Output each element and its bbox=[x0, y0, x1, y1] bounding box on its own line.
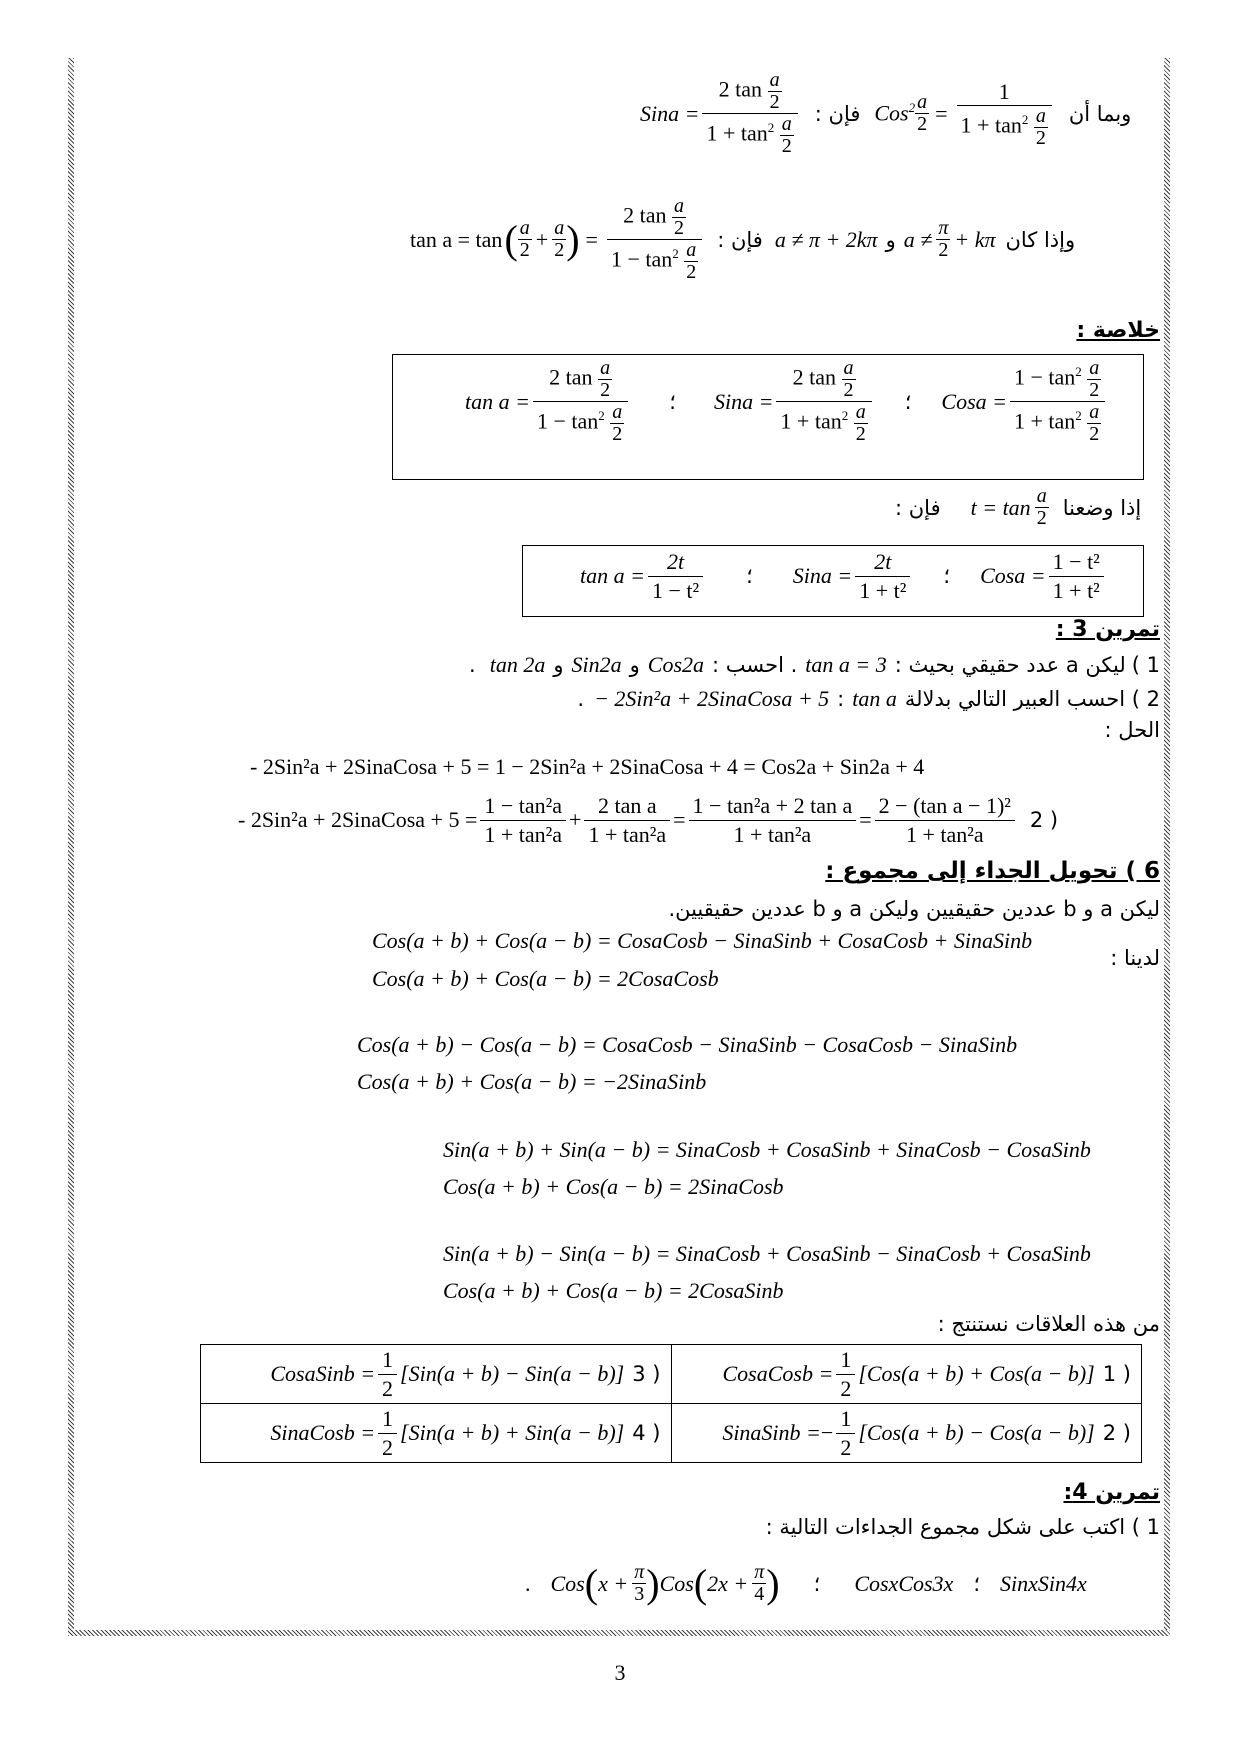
exercise-3-q2: 2 ) احسب العبير التالي بدلالة tan a : − 2Sin²a + 2SinaCosa + 5 . bbox=[577, 686, 1160, 711]
summary-title: خلاصة : bbox=[1076, 318, 1160, 343]
formula-sina-from-cos2: Sina = 2 tan $\frac{a}{2}$ $1 + \tan^2$ $\frac{a}{2}$ فإن : Cos$^2$ $\frac{a}{2}$ = 1 $1 + \tan^2$ $\frac{a}{2}$ وبما أن bbox=[640, 69, 1132, 157]
exercise-4-title: تمرين 4: bbox=[1063, 1480, 1160, 1505]
solution-label: الحل : bbox=[1104, 718, 1160, 742]
section-6-title: 6 ) تحويل الجداء إلى مجموع : bbox=[825, 858, 1160, 884]
conclusion-label: من هذه العلاقات نستنتج : bbox=[937, 1312, 1160, 1336]
table-cell: SinaCosb = $\frac{1}{2}$ [Sin(a + b) + Sin(a − b)] ( 4 bbox=[201, 1404, 672, 1463]
table-cell: CosaCosb = $\frac{1}{2}$ [Cos(a + b) + Cos(a − b)] ( 1 bbox=[671, 1345, 1142, 1404]
identity-line: Cos(a + b) + Cos(a − b) = 2CosaSinb bbox=[443, 1278, 784, 1303]
exercise-4-q1: 1 ) اكتب على شكل مجموع الجداءات التالية : bbox=[765, 1515, 1160, 1539]
frame-right-border bbox=[1164, 58, 1170, 1636]
identity-line: Cos(a + b) + Cos(a − b) = −2SinaSinb bbox=[357, 1069, 707, 1094]
identity-line: Cos(a + b) + Cos(a − b) = 2SinaCosb bbox=[443, 1174, 784, 1199]
solution-line-1: - 2Sin²a + 2SinaCosa + 5 = 1 − 2Sin²a + 2SinaCosa + 4 = Cos2a + Sin2a + 4 bbox=[250, 754, 925, 779]
frame-left-border bbox=[68, 58, 74, 1636]
frame-bottom-border bbox=[68, 1630, 1170, 1636]
identity-line: Sin(a + b) − Sin(a − b) = SinaCosb + CosaSinb − SinaCosb + CosaSinb bbox=[443, 1241, 1091, 1266]
summary-formulas-half-angle: tan a = 2 tan $\frac{a}{2}$ $1 - \tan^2$ $\frac{a}{2}$ ؛ Sina = 2 tan $\frac{a}{2}$ $1 + \tan^2$ $\frac{a}{2}$ ؛ Cosa = $1 - \tan^2$ $\frac{a}{2}$ $1 + \tan^2$ $\frac{a}{2}$ bbox=[465, 358, 1108, 445]
identity-line: Cos(a + b) + Cos(a − b) = 2CosaCosb bbox=[372, 966, 719, 991]
identity-line: Cos(a + b) − Cos(a − b) = CosaCosb − SinaSinb − CosaCosb − SinaSinb bbox=[357, 1032, 1018, 1057]
identity-line: Sin(a + b) + Sin(a − b) = SinaCosb + CosaSinb + SinaCosb − CosaSinb bbox=[443, 1137, 1091, 1162]
formula-tan-half-sum: tan a = tan ( a 2 + $\frac{a}{2}$ ) = 2 tan $\frac{a}{2}$ $1 - \tan^2$ $\frac{a}{2}$ فإن : a ≠ π + 2kπ و a ≠ π 2 + kπ وإذا كان bbox=[410, 195, 1076, 283]
exercise-3-title: تمرين 3 : bbox=[1055, 617, 1160, 642]
solution-line-2: - 2Sin²a + 2SinaCosa + 5 = $\frac{\text{1 − tan²a}}{\text{1 + tan²a}}$ + $\frac{\text{2 tan a}}{\text{1 + tan²a}}$ = $\frac{\text{1 − tan²a + 2 tan a}}{\text{1 + tan²a}}$ = $\frac{\text{2 − (tan a − 1)²}}{\text{1 + tan²a}}$ ( 2 bbox=[238, 793, 1059, 847]
section-6-intro: ليكن a و b عددين حقيقيين وليكن a و b عددين حقيقيين. bbox=[668, 897, 1160, 921]
page-number: 3 bbox=[614, 1660, 626, 1685]
substitution-line: فإن : t = tan a 2 إذا وضعنا bbox=[895, 485, 1142, 529]
exercise-4-expressions: . Cos ( x + $\frac{\pi}{3}$ ) Cos ( 2x + $\frac{\pi}{4}$ ) ؛ CosxCos3x ؛ SinxSin4x bbox=[525, 1561, 1087, 1606]
we-have-label: لدينا : bbox=[1110, 946, 1160, 970]
product-to-sum-table bbox=[200, 1344, 1142, 1463]
identity-line: Cos(a + b) + Cos(a − b) = CosaCosb − SinaSinb + CosaCosb + SinaSinb bbox=[372, 928, 1033, 953]
table-cell: CosaSinb = $\frac{1}{2}$ [Sin(a + b) − Sin(a − b)] ( 3 bbox=[201, 1345, 672, 1404]
summary-formulas-t: tan a = $\frac{2t}{\text{1 − t²}}$ ؛ Sina = $\frac{2t}{\text{1 + t²}}$ ؛ Cosa = $\frac{\text{1 − t²}}{\text{1 + t²}}$ bbox=[580, 548, 1107, 604]
exercise-3-q1: 1 ) ليكن a عدد حقيقي بحيث : tan a = 3 . احسب : Cos2a و Sin2a و tan 2a . bbox=[469, 652, 1160, 677]
table-cell: SinaSinb = − $\frac{1}{2}$ [Cos(a + b) − Cos(a − b)] ( 2 bbox=[671, 1404, 1142, 1463]
